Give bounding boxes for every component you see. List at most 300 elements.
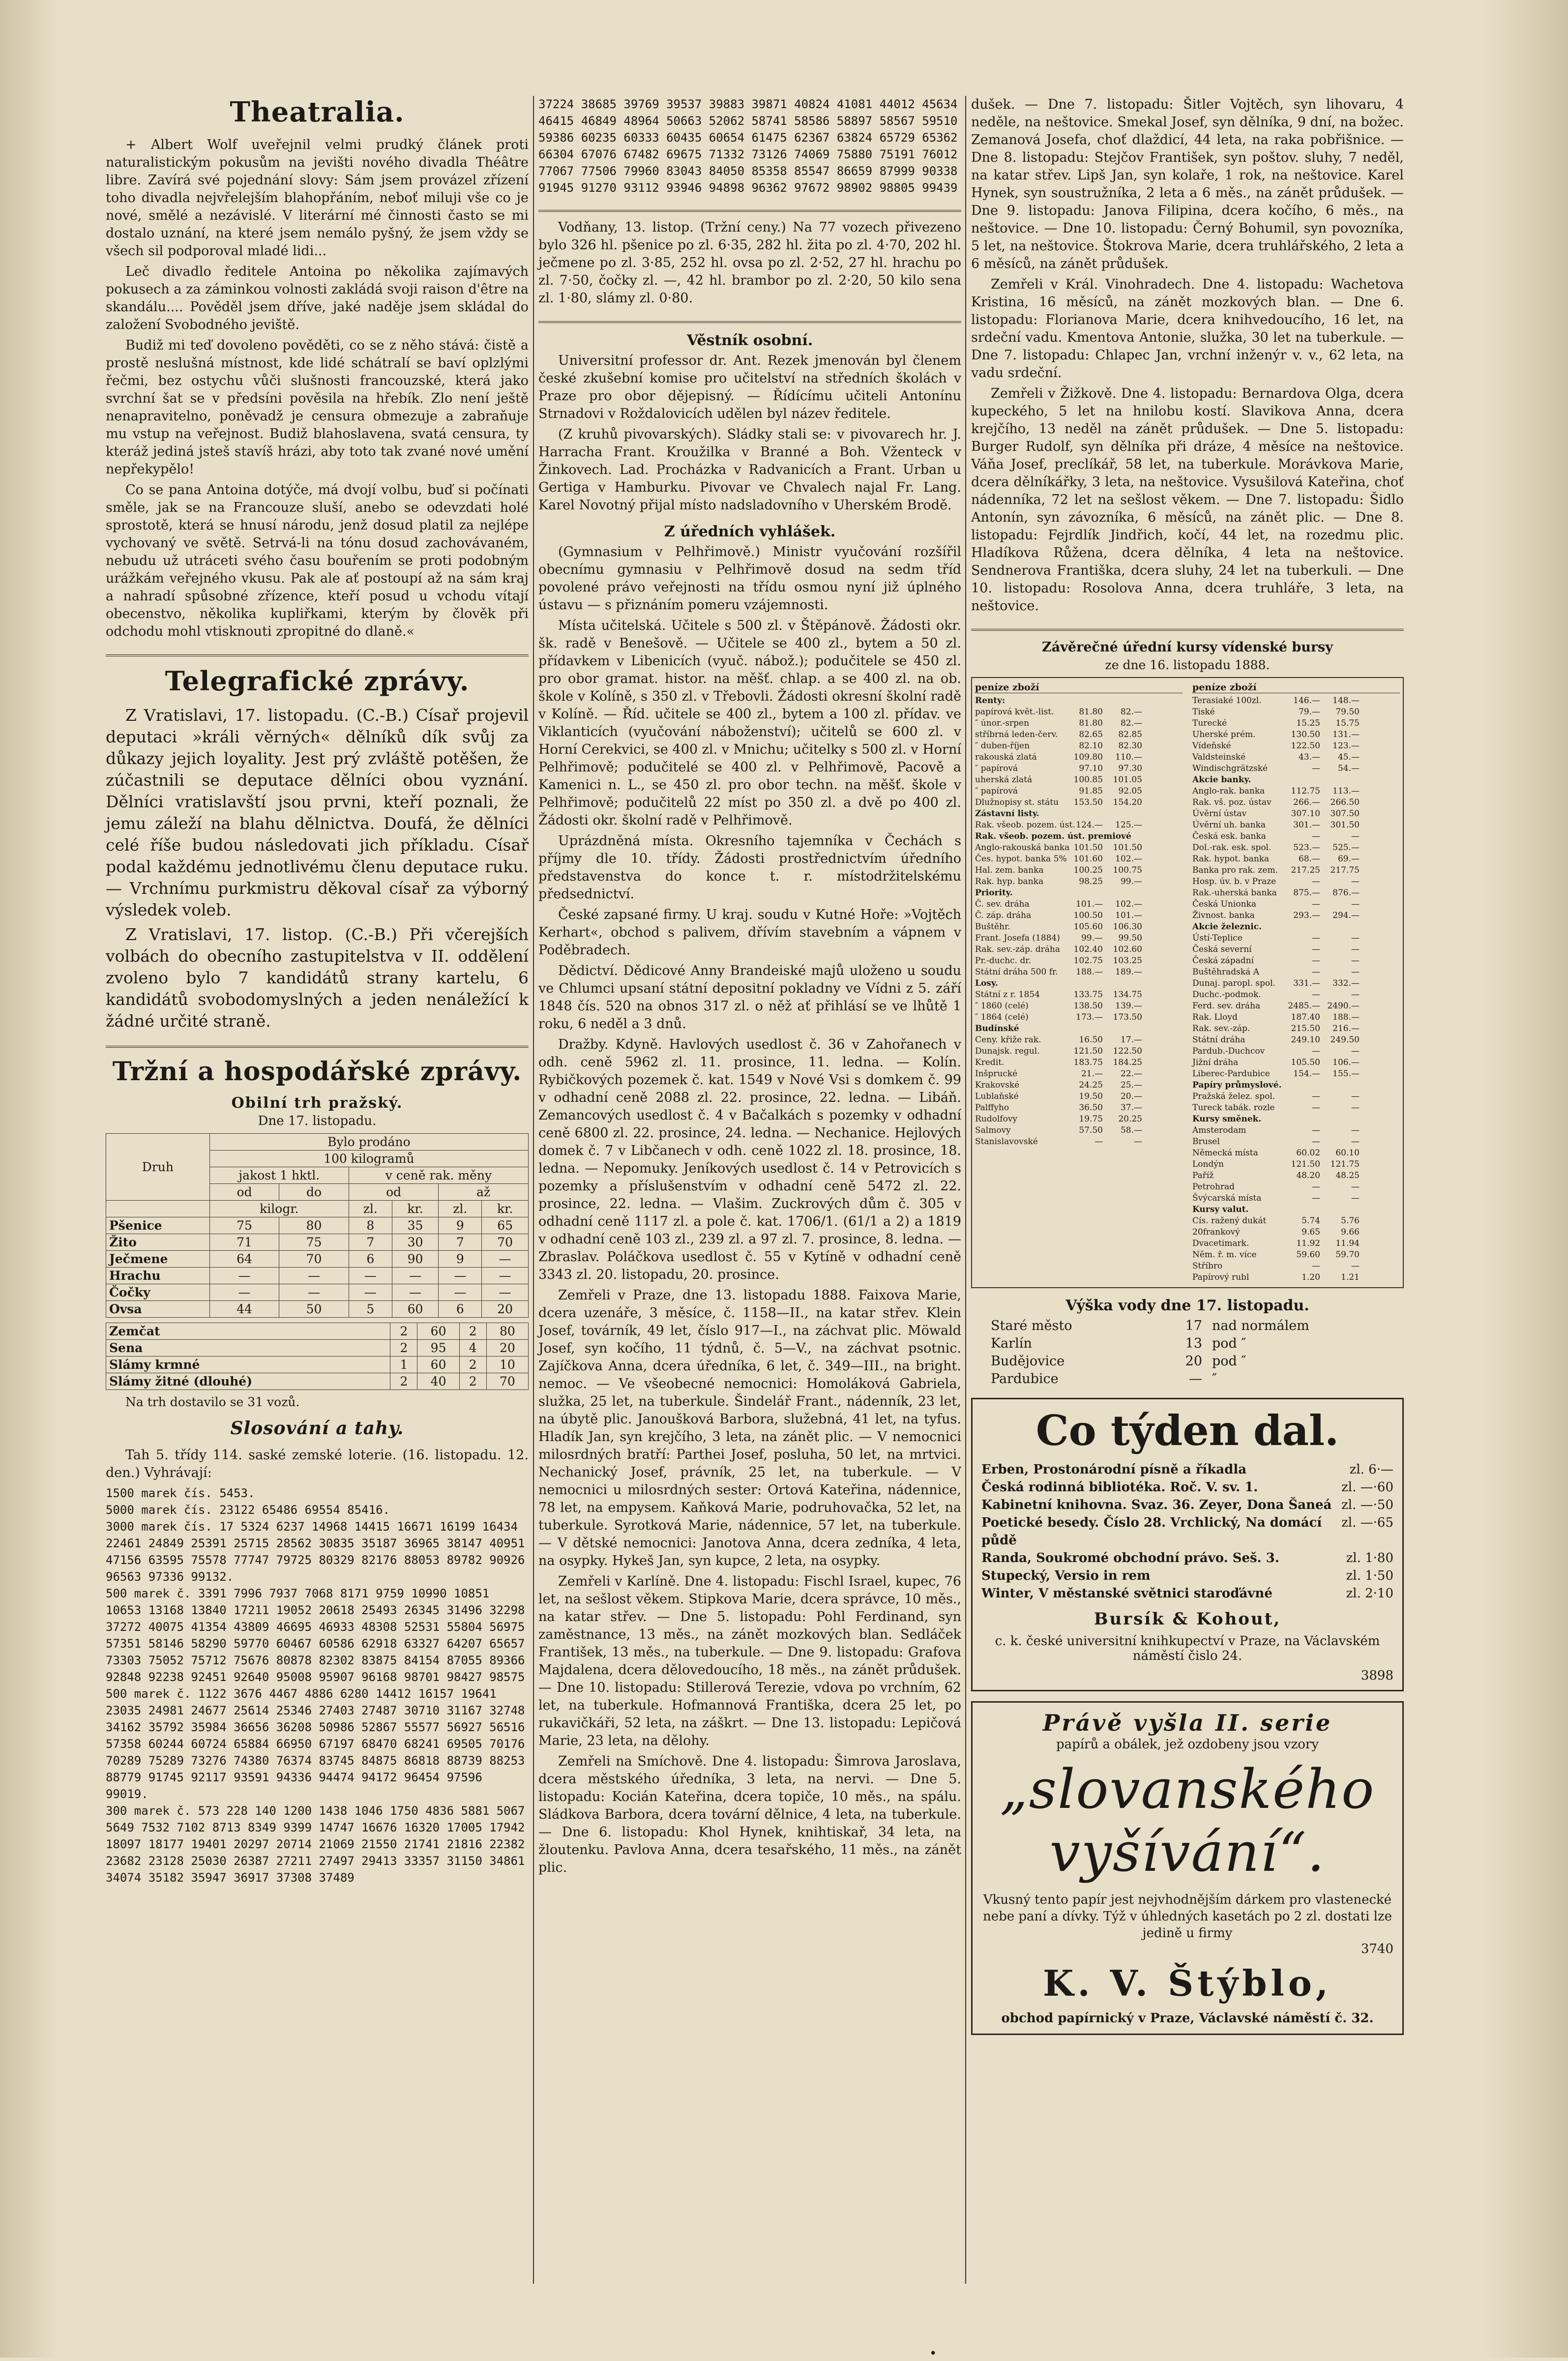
bourse-ask: 216.— — [1332, 1024, 1360, 1033]
col-header-zl2: zl. — [439, 1201, 482, 1217]
water-station: Karlín — [991, 1336, 1032, 1351]
table-cell: — — [439, 1268, 482, 1284]
ad1-number: 3898 — [1361, 1668, 1393, 1683]
bourse-bid: 121.50 — [1073, 1046, 1103, 1056]
bourse-name: ″ 1864 (celé) — [975, 1012, 1029, 1022]
bourse-name: Ceny. křiže rak. — [975, 1035, 1041, 1045]
bourse-row — [1192, 1272, 1400, 1283]
bourse-right-column — [1192, 682, 1400, 1283]
vestnik-title: Věstník osobní. — [686, 332, 813, 349]
bourse-row — [975, 1068, 1183, 1080]
uredni-text: (Gymnasium v Pelhřimově.) Ministr vyučování rozšířil obecnímu gymnasiu v Pelhřimově dosud na sedm tříd povolené právo veřejnosti na třídu osmou nyní již úplného ústavu — s přiznáním pomeru vzájemnosti. — [538, 544, 961, 613]
table-cell: 40 — [417, 1373, 459, 1390]
bourse-row — [1192, 933, 1400, 944]
table-cell: 80 — [486, 1323, 528, 1340]
bourse-row — [1192, 1080, 1400, 1091]
article-paragraph: Budiž mi teď dovoleno pověděti, co se z něho stává: čistě a prostě neslušná místnost, kde lidé schátralí se baví oplzlými řečmi, bez ostychu vůči slušnosti francouzské, která jako svrchní šat se v předsíni pověsila na hřebík. Zlo není ještě nenapravitelno, poněvadž je censura obmezuje a zabraňuje mu vstup na veřejnost. Budiž blahoslavena, svatá censura, ty kteráž jediná jsteš stavíš hrázi, aby toto tak zvané nové umění nepřekypělo! — [106, 338, 529, 477]
bourse-row — [975, 899, 1183, 910]
ad2-text: Vkusný tento papír jest nejvhodnějším dárkem pro vlastenecké nebe paní a dívky. Týž v úhledných kasetách po 2 zl. dostati lze jedině u firmy — [982, 1892, 1392, 1941]
bourse-bid: — — [1312, 764, 1320, 773]
col-header-zl: zl. — [349, 1201, 392, 1217]
bourse-ask: 102.60 — [1113, 944, 1142, 954]
bourse-row — [1192, 729, 1400, 740]
book-title: Randa, Soukromé obchodní právo. Seš. 3. — [981, 1551, 1279, 1565]
bourse-ask: — — [1134, 1137, 1142, 1147]
bourse-row — [1192, 1215, 1400, 1227]
bourse-ask: 25.— — [1120, 1080, 1142, 1090]
table-cell: — — [392, 1284, 439, 1301]
bourse-row — [1192, 1159, 1400, 1170]
bourse-name: 20frankový — [1192, 1227, 1240, 1237]
bourse-name: Kredit. — [975, 1058, 1005, 1067]
bourse-bid: 19.50 — [1079, 1092, 1103, 1101]
bourse-ask: 122.50 — [1113, 1046, 1142, 1056]
bourse-bid — [1064, 887, 1103, 899]
mista-ucitelska: Místa učitelská. Učitele s 500 zl. v Štěpánově. Žádosti okr. šk. radě v Benešově. — Učitele se 400 zl., bytem a 50 zl. přídavkem v Libenicích (vyuč. nábož.); podučitele se 450 zl. pro obor gramat. histor. na měšť. chlap. a se 400 zl. na ob. škole v Kolíně, s 350 zl. v Třebovli. Žádosti okresní školní radě v Kolíně. — Říd. učitele se 400 zl., bytem a 100 zl. přídav. ve Viklanticích (vyučování náboženství); učitelů se 600 zl. v Horní Cerekvici, se 400 zl. v Mnichu; učitelky s 500 zl. v Horní Pelhřimově; podučitelé se 400 zl. v Pelhřimově, Pacově a Kamenici n. L., se 450 zl. pro obor techn. na měšť. škole v Pelhřimově; podučitelů 22 míst po 350 zl. a dvě po 400 zl. Žádosti okr. školní radě v Pelhřimově. — [538, 618, 961, 828]
bourse-row — [1192, 854, 1400, 865]
table-cell: 65 — [482, 1217, 529, 1234]
ad2-headline: Právě vyšla II. serie — [1042, 1710, 1332, 1736]
book-item — [981, 1585, 1393, 1602]
table-cell: 71 — [209, 1234, 279, 1251]
bourse-row — [1192, 921, 1400, 933]
bourse-bid: 101.60 — [1073, 854, 1103, 864]
bourse-name: ″ duben-říjen — [975, 741, 1030, 751]
bourse-name: stříbrná leden-červ. — [975, 730, 1058, 739]
ad2-number: 3740 — [1361, 1942, 1393, 1956]
bourse-ask: 189.— — [1115, 967, 1142, 977]
bourse-name: Hosp. úv. b. v Praze — [1192, 877, 1276, 886]
bourse-bid: 97.10 — [1079, 764, 1103, 773]
water-station: Pardubice — [991, 1371, 1059, 1387]
bourse-ask: 2490.— — [1327, 1001, 1360, 1011]
bourse-ask: 99.50 — [1118, 933, 1142, 943]
bourse-ask: 60.10 — [1335, 1148, 1360, 1158]
table-cell: — — [209, 1284, 279, 1301]
table-cell: 95 — [417, 1340, 459, 1357]
bourse-bid: 183.75 — [1073, 1058, 1103, 1067]
bourse-ask: — — [1351, 1103, 1360, 1113]
zemreli-karlin: Zemřeli v Karlíně. Dne 4. listopadu: Fischl Israel, kupec, 76 let, na sešlost věkem. Stipkova Marie, dcera správce, 10 měs., na katar střev. — Dne 5. listopadu: Pohl Ferdinand, syn zaměstnance, 13 měs., na zánět mozkových blan. Sedláček František, 13 měs., na tuberkule. — Dne 9. listopadu: Grafova Majdalena, dcera dělovedoucího, 18 měs., na zánět průdušek. — Dne 10. listopadu: Stillerová Terezie, vdova po vrchním, 62 let, na tuberkule. Hofmannová Františka, dcera 25 let, po rukavičkáři, 52 leta, na záškrt. — Dne 13. listopadu: Lepičová Marie, 23 leta, na dělohy. — [538, 1574, 961, 1748]
bourse-bid: — — [1312, 1137, 1320, 1147]
grain-name-cell: Ovsa — [106, 1301, 210, 1318]
col-header-price: v ceně rak. měny — [349, 1167, 528, 1184]
bourse-name: Buštěhradská A — [1192, 967, 1259, 977]
bourse-ask: 332.— — [1332, 978, 1360, 988]
footer-mark: • — [929, 2346, 937, 2361]
bourse-ask: 17.— — [1120, 1035, 1142, 1045]
bourse-title: Závěrečné úřední kursy vídenské bursy — [1042, 640, 1333, 655]
bourse-ask: — — [1351, 1193, 1360, 1203]
bourse-row — [1192, 1114, 1400, 1125]
water-value: 13 — [1185, 1336, 1202, 1351]
bourse-name: Pardub.-Duchcov — [1192, 1046, 1265, 1056]
book-title: Poetické besedy. Číslo 28. Vrchlický, Na domácí půdě — [981, 1515, 1322, 1548]
bourse-name: Rak. sev.-záp. dráha — [975, 944, 1060, 954]
bourse-head-values: peníze zboží — [1192, 682, 1257, 693]
section-divider — [106, 1046, 529, 1048]
bourse-row — [1192, 1012, 1400, 1023]
bourse-ask — [1320, 921, 1360, 933]
water-row — [991, 1317, 1404, 1335]
bourse-name: Rak. sev.-záp. — [1192, 1024, 1250, 1033]
bourse-ask: 82.— — [1120, 707, 1142, 717]
bourse-ask: 294.— — [1332, 911, 1360, 920]
water-unit: nad normálem — [1212, 1318, 1309, 1333]
bourse-name: Švýcarská místa — [1192, 1193, 1262, 1203]
bourse-ask: 97.30 — [1118, 764, 1142, 773]
table-cell: 2 — [459, 1323, 486, 1340]
lottery-numbers-continued: 37224 38685 39769 39537 39883 39871 40824 41081 44012 45634 46415 46849 48964 50663 52062 58741 58586 58897 58567 59510 59386 60235 60333 60435 60654 61475 62367 63824 65729 65362 66304 67076 67482 69675 71332 73126 74069 75880 75191 76012 77067 77506 79960 83043 84050 85358 85547 86659 87999 90338 91945 91270 93112 93946 94898 96362 97672 98902 98805 99439 — [538, 97, 965, 195]
bourse-bid: 109.80 — [1073, 752, 1103, 762]
table-cell: 44 — [209, 1301, 279, 1318]
drazby: Dražby. Kdyně. Havlových usedlost č. 36 v Zahořanech v odh. ceně 5962 zl. 11. prosince, 11. ledna. — Kolín. Rybičkových pozemek č. kat. 1549 v Nové Vsi s domkem č. 99 v odhadní ceně 2088 zl. 22. prosince, 22. ledna. — Libáň. Zemancových usedlost č. 4 v Bačalkách s pozemky v odhadní ceně 6800 zl. 22. prosince, 24. ledna. — Nechanice. Hejlových domek č. 7 v Libčanech v odh. ceně 1022 zl. 18. prosince, 18. ledna. — Nepomuky. Jeníkových usedlost č. 14 v Petrovicích s pozemky a příslušenstvím v odhadní ceně 5472 zl. 22. prosince, 22. ledna. — Vlašim. Zuckrových dům č. 305 v odhadní ceně 1117 zl. a pole č. kat. 1706/1. (61/1 a 2) a 1819 v odhadní ceně 103 zl., 239 zl. a 97 zl. 7. prosince, 8. ledna. — Zbraslav. Poláčkova usedlost č. 55 v Kytíně v odhadní ceně 3343 zl. 20. listopadu, 20. prosince. — [538, 1037, 961, 1282]
bourse-row — [1192, 707, 1400, 718]
table-cell: 20 — [482, 1301, 529, 1318]
bourse-bid: — — [1312, 1092, 1320, 1101]
bourse-name: Palffyho — [975, 1103, 1009, 1113]
bourse-bid: 60.02 — [1296, 1148, 1320, 1158]
bourse-ask: 139.— — [1115, 1001, 1142, 1011]
grain-market-title: Obilní trh pražský. — [231, 1094, 403, 1112]
table-row — [106, 1373, 529, 1390]
fodder-name-cell: Sena — [106, 1340, 390, 1357]
bourse-row — [1192, 1046, 1400, 1057]
bourse-ask: 217.75 — [1330, 865, 1360, 875]
book-price: zl. 1·50 — [1346, 1568, 1393, 1583]
bourse-row — [975, 820, 1183, 831]
bourse-name: Duchc.-podmok. — [1192, 990, 1261, 1000]
bourse-name: Turecké — [1192, 718, 1227, 728]
bourse-row — [975, 978, 1183, 989]
bourse-bid: — — [1312, 1182, 1320, 1192]
table-cell: 35 — [392, 1217, 439, 1234]
bourse-bid — [1281, 1204, 1320, 1215]
bourse-bid — [1064, 831, 1103, 842]
article-paragraph: Co se pana Antoina dotýče, má dvojí volbu, buď si počínati směle, jak se na Francouze sluší, anebo se odevzdati holé sprostotě, která se hnusí národu, jenž dosud platil za nejlépe vychovaný ve světě. Setrvá-li na tónu dosud zachovávaném, nebudu už utráceti svého času bouřením se proti podobným urážkám veřejného vkusu. Pak ale ať postoupí až na sám kraj a nahradí spůsobné zřízence, kteří posud u vchodu vítají obecenstvo, několika kupliřkami, kterým by člověk při odchodu mohl vtisknouti zpropitné do dlaně.« — [106, 482, 529, 639]
water-unit: pod ″ — [1212, 1336, 1246, 1351]
table-cell: 75 — [279, 1234, 349, 1251]
table-cell: 60 — [417, 1323, 459, 1340]
bourse-name: Amsterodam — [1192, 1125, 1246, 1135]
bourse-bid: 293.— — [1293, 911, 1320, 920]
col-header-kilogr: kilogr. — [209, 1201, 349, 1217]
zemreli-zizkov: Zemřeli v Žižkově. Dne 4. listopadu: Bernardova Olga, dcera kupeckého, 5 let na hnilobu kostí. Slavikova Anna, dcera krejčího, 13 neděl na zánět průdušek. — Dne 5. listopadu: Burger Rudolf, syn dělníka při dráze, 4 měsíce na neštovice. Váňa Josef, preclíkář, 58 let, na tuberkule. Morávkova Marie, dcera dělníkářky, 3 leta, na neštovice. Vysušilová Kateřina, choť nádenníka, 72 let na sešlost věkem. — Dne 7. listopadu: Šidlo Antonín, syn závozníka, 6 měsíců, na zánět plic. — Dne 8. listopadu: Fejrdlík Jindřich, kočí, 44 let, na rozedmu plic. Hladíkova Růžena, dcera dělníka, 4 leta na neštovice. Sendnerova Františka, dcera sluhy, 24 let na tuberkuli. — Dne 10. listopadu: Rosolova Anna, dcera truhláře, 3 leta, na neštovice. — [971, 386, 1404, 614]
table-cell: 6 — [349, 1251, 392, 1268]
bourse-row — [1192, 1057, 1400, 1068]
bourse-name: Papírový rubl — [1192, 1272, 1249, 1282]
col-header-kr2: kr. — [482, 1201, 529, 1217]
table-row — [106, 1251, 529, 1268]
bourse-bid: 122.50 — [1291, 741, 1320, 751]
bourse-ask: 266.50 — [1330, 797, 1360, 807]
table-row — [106, 1357, 529, 1373]
bourse-head-values: peníze zboží — [975, 682, 1039, 693]
fodder-name-cell: Slámy žitné (dlouhé) — [106, 1373, 390, 1390]
slosovani-title: Slosování a tahy. — [230, 1418, 404, 1439]
ad2-title: „slovanského vyšívání“. — [1000, 1758, 1375, 1884]
bourse-name: Rak. všeob. pozem. úst. — [975, 820, 1075, 830]
table-cell: — — [482, 1284, 529, 1301]
zemreli-vinohrady: Zemřeli v Král. Vinohradech. Dne 4. listopadu: Wachetova Kristina, 16 měsíců, na zánět mozkových blan. — Dne 6. listopadu: Florianova Marie, dcera knihvedoucího, 16 let, na srdeční vadu. Kmentova Antonie, služka, 30 let na tuberkule. — Dne 7. listopadu: Chlapec Jan, vrchní inženýr v. v., 62 leta, na vadu srdeční. — [971, 277, 1404, 381]
bourse-bid: — — [1312, 990, 1320, 1000]
bourse-bid: 266.— — [1293, 797, 1320, 807]
bourse-bid: 138.50 — [1073, 1001, 1103, 1011]
bourse-row — [1192, 955, 1400, 967]
ad1-address: c. k. české universitní knihkupectví v Praze, na Václavském náměstí čislo 24. — [995, 1634, 1380, 1663]
bourse-bid: 82.65 — [1079, 730, 1103, 739]
telegraf-title: Telegrafické zprávy. — [165, 665, 470, 697]
bourse-row — [1192, 786, 1400, 797]
bourse-ask — [1103, 978, 1142, 989]
table-row — [106, 1284, 529, 1301]
bourse-row — [975, 1091, 1183, 1102]
bourse-row — [1192, 899, 1400, 910]
bourse-row — [1192, 1238, 1400, 1249]
bourse-ask: 155.— — [1332, 1069, 1360, 1079]
bourse-name: Č. záp. dráha — [975, 911, 1032, 920]
bourse-ask: 11.94 — [1335, 1239, 1360, 1248]
uredni-title: Z úředních vyhlášek. — [664, 523, 836, 540]
bourse-row — [1192, 808, 1400, 820]
bourse-name: Budínské — [975, 1024, 1019, 1033]
bourse-ask: 1.21 — [1341, 1272, 1360, 1282]
bourse-ask: — — [1351, 831, 1360, 841]
bourse-bid: 133.75 — [1073, 990, 1103, 1000]
bourse-ask: 79.50 — [1335, 707, 1360, 717]
bourse-name: Živnost. banka — [1192, 911, 1255, 920]
bourse-bid: 130.50 — [1291, 730, 1320, 739]
bourse-row — [975, 1114, 1183, 1125]
bourse-bid: 9.65 — [1302, 1227, 1320, 1237]
vestnik-text: Universitní professor dr. Ant. Rezek jmenován byl členem české zkušební komise pro učitelství na středních školách v Praze pro obor dějepisný. — Řídícímu učiteli Antonínu Strnadovi v Roždalovicích udělen byl název ředitele. — [538, 353, 961, 421]
bourse-bid: — — [1312, 899, 1320, 909]
bourse-row — [975, 989, 1183, 1001]
bourse-name: Rak. hyp. banka — [975, 877, 1044, 886]
bourse-row — [1192, 876, 1400, 887]
bourse-ask: 92.05 — [1118, 786, 1142, 796]
bourse-bid: — — [1312, 1125, 1320, 1135]
bourse-name: Frant. Josefa (1884) — [975, 933, 1060, 943]
book-item — [981, 1461, 1393, 1478]
bourse-bid: 81.80 — [1079, 707, 1103, 717]
bourse-row — [1192, 752, 1400, 763]
bourse-row — [1192, 967, 1400, 978]
bourse-row — [975, 797, 1183, 808]
bourse-bid: 154.— — [1293, 1069, 1320, 1079]
fodder-name-cell: Slámy krmné — [106, 1357, 390, 1373]
bourse-row — [1192, 1148, 1400, 1159]
bourse-row — [1192, 944, 1400, 955]
bourse-row — [975, 955, 1183, 967]
bourse-name: uherská zlatá — [975, 775, 1033, 785]
col-header-od: od — [209, 1184, 279, 1201]
bourse-name: Pražská želez. spol. — [1192, 1092, 1275, 1101]
water-value: 20 — [1185, 1354, 1202, 1369]
table-cell: 9 — [439, 1217, 482, 1234]
section-divider — [971, 629, 1404, 631]
bourse-row — [1192, 763, 1400, 774]
table-cell: 90 — [392, 1251, 439, 1268]
grain-price-table — [106, 1133, 529, 1318]
bourse-name: Paříž — [1192, 1171, 1214, 1180]
book-title: Česká rodinná bibliotéka. Roč. V. sv. 1. — [981, 1480, 1258, 1495]
grain-name-cell: Žito — [106, 1234, 210, 1251]
lottery-numbers: 1500 marek čís. 5453. 5000 marek čís. 23122 65486 69554 85416. 3000 marek čís. 17 5324 6237 14968 14415 16671 16199 16434 22461 24849 25391 25715 28562 30835 35187 36965 38147 40951 47156 63595 75578 77747 79725 80329 82176 88053 89782 90926 96563 97336 99132. 500 marek č. 3391 7996 7937 7068 8171 9759 10990 10851 10653 13168 13840 17211 19052 20618 25493 26345 31496 32298 37272 40075 41354 43809 46695 46933 48308 52531 55804 56975 57351 58146 58290 59770 60467 60586 62918 63327 64207 65657 73303 75052 75712 75676 80878 82302 83875 84154 87055 89366 92848 92238 92451 92640 95008 95907 96168 98701 98427 98575 500 marek č. 1122 3676 4467 4886 6280 14412 16157 19641 23035 24981 24677 25614 25346 27403 27487 30710 31167 32748 34162 35792 35984 36656 36208 50986 52867 55577 56927 56516 57358 60244 60724 65884 66950 67197 68470 68241 69505 70176 70289 75289 73276 74380 76374 83745 84875 86818 88739 88253 88779 91745 92117 93591 94336 94474 94172 96454 97596 99019. 300 marek č. 573 228 140 1200 1438 1046 1750 4836 5881 5067 5649 7532 7102 8713 8349 9399 14747 16676 16320 17005 17942 18097 18177 19401 20297 20714 21069 21550 21741 21816 22382 23682 23128 25030 26387 27211 27497 29413 33357 31150 34861 34074 35182 35947 36917 37308 37489 — [106, 1486, 525, 1885]
bourse-name: Anglo-rak. banka — [1192, 786, 1265, 796]
bourse-row — [975, 967, 1183, 978]
book-price: zl. —·60 — [1341, 1480, 1393, 1495]
bourse-ask: 15.75 — [1335, 718, 1360, 728]
bourse-name: Liberec-Pardubice — [1192, 1069, 1270, 1079]
bourse-bid: 187.40 — [1291, 1012, 1320, 1022]
book-price: zl. 2·10 — [1346, 1586, 1393, 1601]
bourse-bid — [1064, 808, 1103, 820]
table-row — [106, 1234, 529, 1251]
table-cell: 64 — [209, 1251, 279, 1268]
bourse-ask: 106.30 — [1113, 922, 1142, 932]
bourse-bid — [1064, 1023, 1103, 1034]
col-header-jakost: jakost 1 hktl. — [209, 1167, 349, 1184]
book-title: Kabinetní knihovna. Svaz. 36. Zeyer, Dona Šaneá — [981, 1498, 1332, 1512]
bourse-bid: 105.60 — [1073, 922, 1103, 932]
bourse-ask: — — [1351, 1046, 1360, 1056]
bourse-ask — [1103, 808, 1142, 820]
column-rule — [965, 96, 966, 2284]
table-cell: 2 — [390, 1340, 417, 1357]
bourse-name: Jižní dráha — [1192, 1058, 1239, 1067]
bourse-row — [975, 695, 1183, 707]
ad2-subline: papírů a obálek, jež ozdobeny jsou vzory — [1056, 1737, 1319, 1752]
bourse-bid: 523.— — [1293, 843, 1320, 853]
deaths-continued: dušek. — Dne 7. listopadu: Šitler Vojtěch, syn lihovaru, 4 neděle, na neštovice. Smekal Josef, syn dělníka, 9 dní, na božec. Zemanová Josefa, choť dlaždicí, 44 leta, na raka pobřišnice. — Dne 8. listopadu: Stejčov František, syn poštov. sluhy, 7 neděl, na katar střev. Lipš Jan, syn kolaře, 1 rok, na neštovice. Karel Hynek, syn soustružníka, 2 leta a 6 měs., na zánět průdušek. — Dne 9. listopadu: Janova Filipina, dcera kočího, 6 měs., na neštovice. — Dne 10. listopadu: Černý Bohumil, syn povozníka, 5 let, na neštovice. Štokrova Marie, dcera truhlářského, 2 leta a 6 měsíců, na zánět průdušek. — [971, 97, 1404, 271]
table-cell: 70 — [279, 1251, 349, 1268]
bourse-bid — [1064, 978, 1103, 989]
bourse-bid: — — [1312, 944, 1320, 954]
bourse-name: Losy. — [975, 978, 998, 988]
section-divider — [106, 654, 529, 656]
bourse-row — [975, 1102, 1183, 1114]
bourse-row — [1192, 1091, 1400, 1102]
table-cell: 70 — [482, 1234, 529, 1251]
bourse-name: rakouská zlatá — [975, 752, 1037, 762]
bourse-name: Cís. ražený dukát — [1192, 1216, 1267, 1226]
grain-table-body — [106, 1217, 529, 1318]
bourse-row — [1192, 887, 1400, 899]
bourse-name: ″ únor.-srpen — [975, 718, 1030, 728]
bourse-bid: 173.— — [1076, 1012, 1103, 1022]
bourse-bid: — — [1312, 877, 1320, 886]
water-title: Výška vody dne 17. listopadu. — [1065, 1297, 1309, 1314]
bourse-bid: 188.— — [1076, 967, 1103, 977]
bourse-name: Lublaňské — [975, 1092, 1019, 1101]
table-row — [106, 1340, 529, 1357]
section-divider — [538, 210, 961, 212]
bourse-bid: — — [1312, 956, 1320, 966]
bourse-name: Dunajsk. regul. — [975, 1046, 1040, 1056]
bourse-bid: 98.25 — [1079, 877, 1103, 886]
bourse-ask — [1103, 831, 1142, 842]
bourse-name: Rak. Lloyd — [1192, 1012, 1238, 1022]
bourse-ask — [1320, 1204, 1360, 1215]
bourse-name: Pr.-duchc. dr. — [975, 956, 1032, 966]
bourse-row — [975, 1023, 1183, 1034]
bourse-row — [975, 921, 1183, 933]
bourse-name: Inšprucké — [975, 1069, 1018, 1079]
bourse-bid: 217.25 — [1291, 865, 1320, 875]
article-paragraph: + Albert Wolf uveřejnil velmi prudký článek proti naturalistickým pokusům na jevišti nového divadla Théâtre libre. Zavírá své pojednání slovy: Sám jsem provázel zřízení toho divadla nejvřelejším blahopřáním, neboť miluji vše co je nové, smělé a nezávislé. V literární mé činnosti často se mi dostalo uznání, na které jsem nemálo pyšný, že jsem vždy se všech sil podporoval mladé lidi... — [106, 137, 529, 259]
bourse-row — [1192, 1249, 1400, 1261]
table-cell: 7 — [439, 1234, 482, 1251]
bourse-name: Dvacetimark. — [1192, 1239, 1249, 1248]
bourse-ask: 99.— — [1120, 877, 1142, 886]
bourse-bid: 91.85 — [1079, 786, 1103, 796]
bourse-ask: 20.25 — [1118, 1114, 1142, 1124]
bourse-ask: 113.— — [1332, 786, 1360, 796]
market-note: Na trh dostavilo se 31 vozů. — [125, 1395, 300, 1409]
table-cell: 9 — [439, 1251, 482, 1268]
grain-name-cell: Hrachu — [106, 1268, 210, 1284]
bourse-ask: 110.— — [1115, 752, 1142, 762]
bourse-ask: 121.75 — [1330, 1159, 1360, 1169]
bourse-name: Státní dráha 500 fr. — [975, 967, 1058, 977]
bourse-ask: — — [1351, 944, 1360, 954]
vodnany-market: Vodňany, 13. listop. (Tržní ceny.) Na 77 vozech přivezeno bylo 326 hl. pšenice po zl. 6·35, 282 hl. žita po zl. 4·70, 202 hl. ječmene po zl. 3·85, 252 hl. ovsa po zl. 2·52, 27 hl. hrachu po zl. 7·50, čočky zl. —, 42 hl. brambor po zl. 2·20, 50 kilo sena zl. 1·80, slámy zl. 0·80. — [538, 220, 961, 306]
bourse-ask: 525.— — [1332, 843, 1360, 853]
bourse-ask: 22.— — [1120, 1069, 1142, 1079]
grain-name-cell: Ječmene — [106, 1251, 210, 1268]
table-cell: 80 — [279, 1217, 349, 1234]
bourse-name: Úvěrní uh. banka — [1192, 820, 1266, 830]
bourse-row — [975, 1012, 1183, 1023]
bourse-name: Banka pro rak. zem. — [1192, 865, 1278, 875]
article-paragraph: Z Vratislavi, 17. listopadu. (C.-B.) Císař projevil deputaci »králi věrných« dělníků dík svůj za důkazy jejich loyality. Jest prý zvláště potěšen, že zúčastnili se deputace dělníci obou vyznání. Dělníci vratislavští jsou prvni, kteří poznali, že jemu záleží na blahu dělnictva. Doufá, že dělníci celé říše budou následovati jich příkladu. Císař podal každému jednotlivému členu deputace ruku. — Vrchnímu purkmistru děkoval císař za výborný výsledek voleb. — [106, 706, 529, 919]
table-row — [106, 1301, 529, 1318]
bourse-ask: 106.— — [1332, 1058, 1360, 1067]
ad-co-tyden-dal — [971, 1398, 1404, 1691]
bourse-bid: 79.— — [1298, 707, 1320, 717]
bourse-left-column — [975, 682, 1183, 1283]
bourse-ask: 102.— — [1115, 899, 1142, 909]
grain-name-cell: Pšenice — [106, 1217, 210, 1234]
bourse-bid: 875.— — [1293, 888, 1320, 898]
col-header-az: až — [439, 1184, 529, 1201]
article-paragraph: Z Vratislavi, 17. listop. (C.-B.) Při včerejších volbách do obecního zastupitelstva v II. oddělení zvoleno bylo 7 kandidátů strany kartelu, 6 kandidátů svobodomyslných a jeden nenáležící k žádné určité straně. — [106, 925, 529, 1031]
bourse-row — [975, 1001, 1183, 1012]
bourse-ask: — — [1351, 1182, 1360, 1192]
bourse-row — [1192, 978, 1400, 989]
bourse-row — [1192, 774, 1400, 786]
bourse-ask: 82.85 — [1118, 730, 1142, 739]
bourse-bid — [1281, 921, 1320, 933]
ad2-brand: K. V. Štýblo, — [1043, 1962, 1332, 2004]
bourse-ask: 69.— — [1337, 854, 1360, 864]
bourse-bid: 19.75 — [1079, 1114, 1103, 1124]
bourse-row — [1192, 1170, 1400, 1181]
bourse-name: Renty: — [975, 696, 1006, 706]
bourse-ask — [1103, 1023, 1142, 1034]
col-header-sold: Bylo prodáno — [209, 1134, 528, 1151]
bourse-row — [975, 740, 1183, 752]
bourse-ask: 102.— — [1115, 854, 1142, 864]
bourse-bid — [1281, 1080, 1320, 1091]
water-value: 17 — [1185, 1318, 1202, 1333]
bourse-name: Buštěhr. — [975, 922, 1010, 932]
bourse-row — [1192, 820, 1400, 831]
table-cell: 60 — [417, 1357, 459, 1373]
bourse-name: ″ papírová — [975, 764, 1018, 773]
bourse-table — [971, 677, 1404, 1288]
